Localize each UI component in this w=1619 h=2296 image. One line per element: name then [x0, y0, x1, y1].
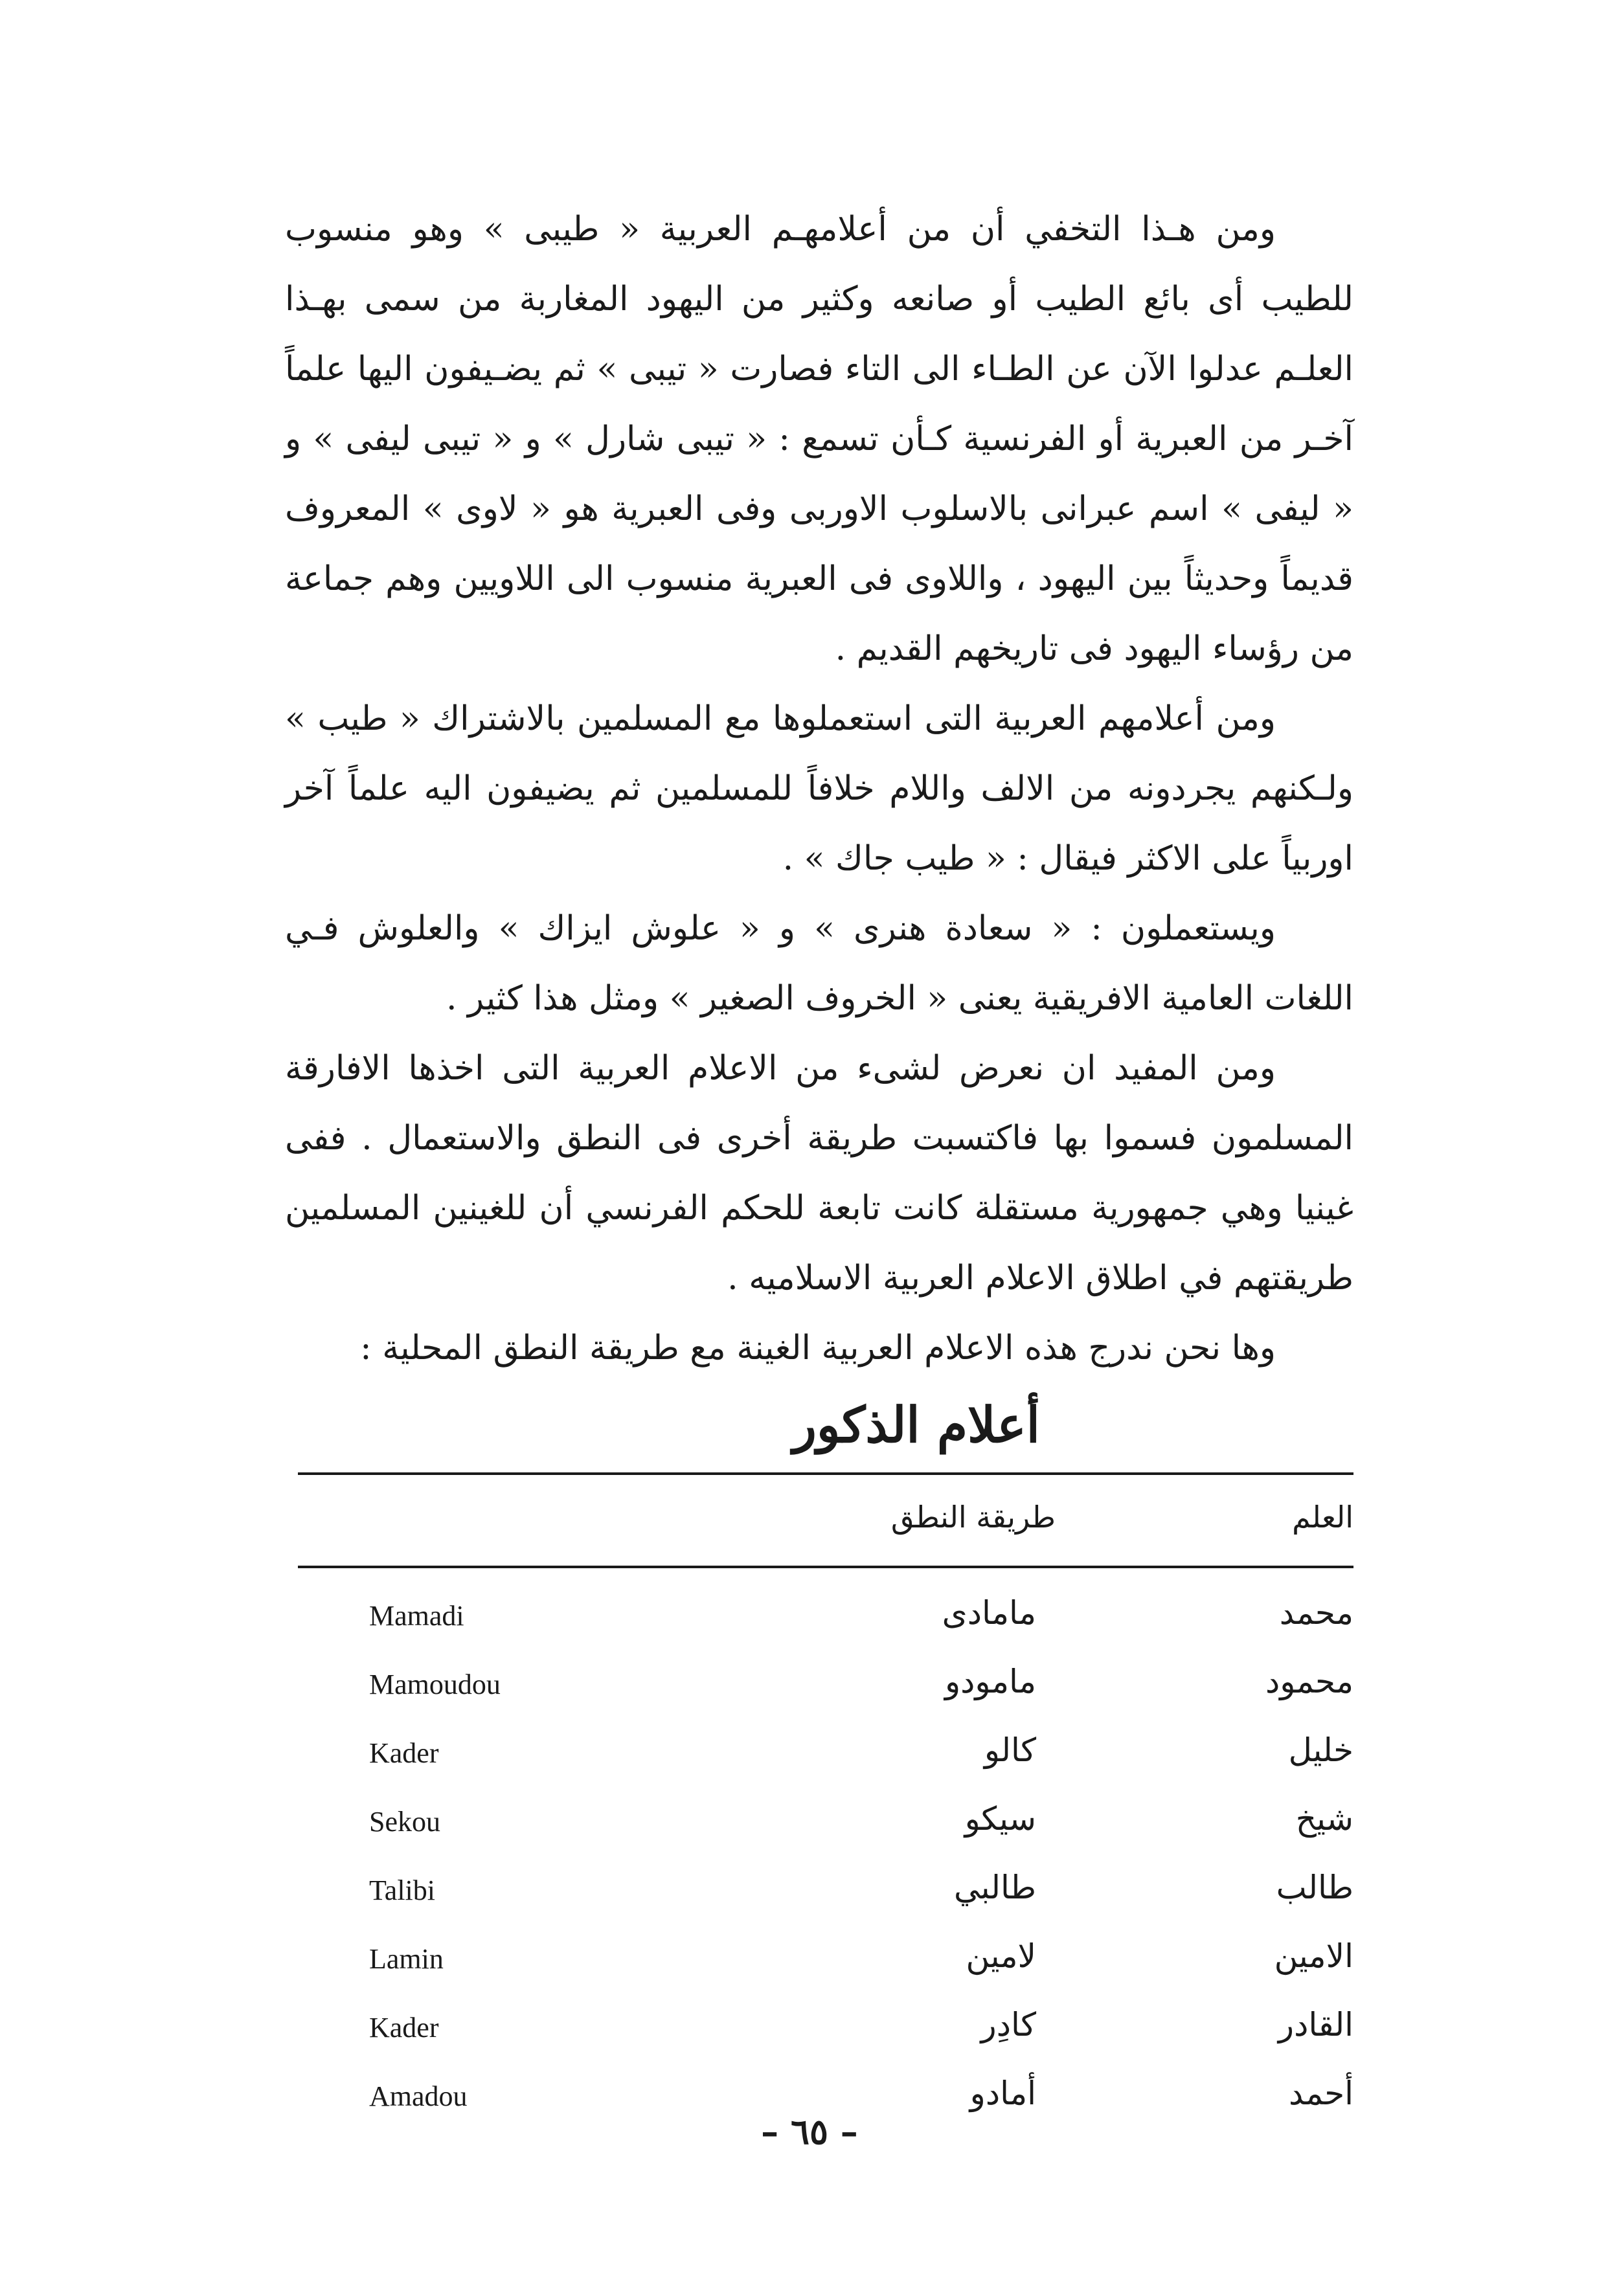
latin-transliteration: Amadou [369, 2080, 468, 2112]
table-row [285, 1725, 1353, 1794]
local-pronunciation: مامادى [942, 1594, 1036, 1632]
table-header-rule [298, 1566, 1353, 1568]
arabic-name: طالب [1276, 1869, 1353, 1906]
table-row [285, 1656, 1353, 1725]
local-pronunciation: أمادو [969, 2075, 1036, 2112]
local-pronunciation: لامين [966, 1937, 1036, 1975]
local-pronunciation: كادِر [980, 2006, 1036, 2043]
latin-transliteration: Mamadi [369, 1600, 464, 1632]
local-pronunciation: مامودو [944, 1663, 1036, 1700]
table-row [285, 1588, 1353, 1656]
table-header [285, 1475, 1353, 1566]
latin-transliteration: Kader [369, 2012, 439, 2043]
table-row [285, 1999, 1353, 2068]
header-name: العلم [1292, 1500, 1353, 1535]
latin-transliteration: Talibi [369, 1874, 436, 1906]
table-row [285, 1794, 1353, 1862]
arabic-name: خليل [1288, 1731, 1353, 1769]
names-table [285, 1588, 1353, 2137]
arabic-name: شيخ [1295, 1800, 1353, 1838]
table-row [285, 1862, 1353, 1931]
header-pronunciation: طريقة النطق [890, 1500, 1056, 1535]
latin-transliteration: Kader [369, 1737, 439, 1769]
arabic-name: الامين [1274, 1937, 1353, 1975]
table-row [285, 1931, 1353, 1999]
latin-transliteration: Lamin [369, 1943, 444, 1975]
latin-transliteration: Sekou [369, 1806, 440, 1838]
latin-transliteration: Mamoudou [369, 1669, 501, 1700]
paragraph-4: ومن المفيد ان نعرض لشىء من الاعلام العربية التى اخذها الافارقة المسلمون فسموا بها فاكتسبت طريقة أخرى فى النطق والاستعمال . ففى غينيا وهي جمهورية مستقلة كانت تابعة للحكم الفرنسي أن للغينين المسلمين طريقتهم في اطلاق الاعلام العربية الاسلاميه . [285, 1049, 1353, 1298]
body-text [285, 194, 1353, 1383]
local-pronunciation: سيكو [964, 1800, 1036, 1838]
paragraph-3: ويستعملون : « سعادة هنرى » و « علوش ايزاك » والعلوش فـي اللغات العامية الافريقية يعنى « الخروف الصغير » ومثل هذا كثير . [285, 909, 1353, 1018]
section-title: أعلام الذكور [793, 1396, 1040, 1454]
arabic-name: أحمد [1289, 2075, 1353, 2112]
paragraph-1: ومن هـذا التخفي أن من أعلامهـم العربية « طيبى » وهو منسوب للطيب أى بائع الطيب أو صانعه وكثير من اليهود المغاربة من سمى بهـذا العلـم عدلوا الآن عن الطـاء الى التاء فصارت « تيبى » ثم يضـيفون اليها علماً آخـر من العبرية أو الفرنسية كـأن تسمع : « تيبى شارل » و « تيبى ليفى » و « ليفى » اسم عبرانى بالاسلوب الاوربى وفى العبرية هو « لاوى » المعروف قديماً وحديثاً بين اليهود ، واللاوى فى العبرية منسوب الى اللاويين وهم جماعة من رؤساء اليهود فى تاريخهم القديم . [285, 210, 1353, 668]
arabic-name: محمود [1265, 1663, 1353, 1700]
local-pronunciation: طالبي [953, 1869, 1036, 1906]
arabic-name: القادر [1278, 2006, 1353, 2043]
paragraph-2: ومن أعلامهم العربية التى استعملوها مع المسلمين بالاشتراك « طيب » ولـكنهم يجردونه من الالف واللام خلافاً للمسلمين ثم يضيفون اليه علماً آخر اوربياً على الاكثر فيقال : « طيب جاك » . [285, 699, 1353, 878]
page-content [285, 194, 1353, 2137]
local-pronunciation: كالو [984, 1731, 1036, 1769]
paragraph-5: وها نحن ندرج هذه الاعلام العربية الغينة مع طريقة النطق المحلية : [360, 1329, 1276, 1367]
page-number: – ٦٥ – [761, 2111, 858, 2152]
arabic-name: محمد [1279, 1594, 1353, 1632]
